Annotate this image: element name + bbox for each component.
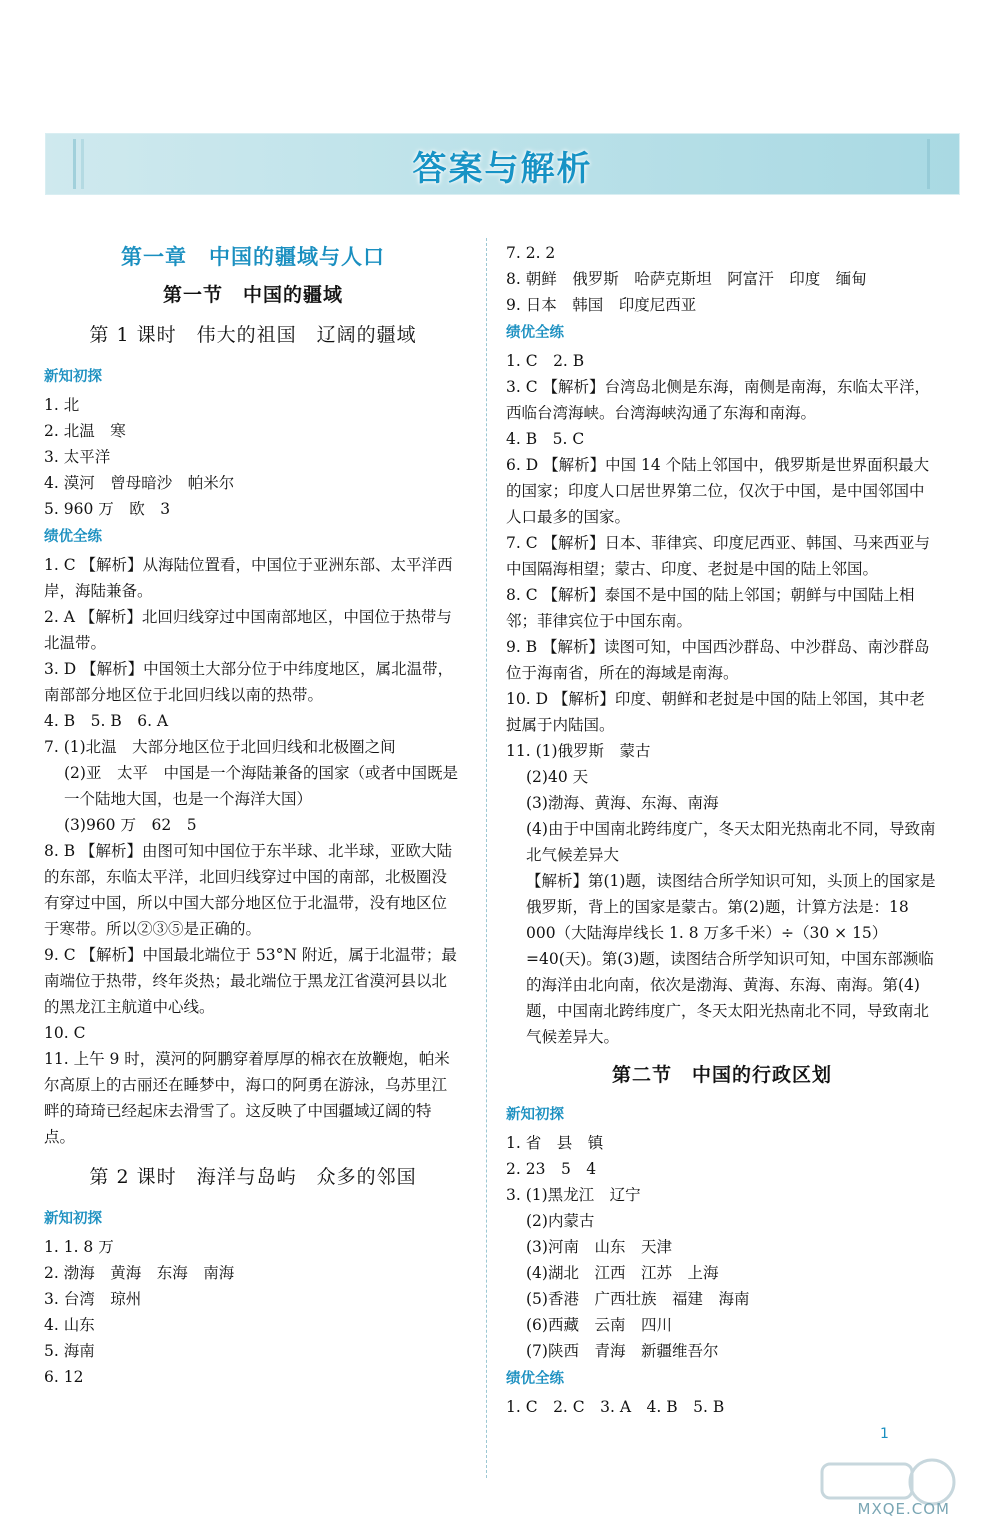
answer-item: 8. 朝鲜 俄罗斯 哈萨克斯坦 阿富汗 印度 缅甸 [506, 270, 867, 288]
chapter-title: 第一章 中国的疆域与人口 [121, 245, 385, 269]
answer-item: 3. D 【解析】中国领土大部分位于中纬度地区，属北温带，南部部分地区位于北回归线以南的热带。 [44, 660, 454, 704]
banner-title: 答案与解析 [412, 149, 593, 189]
answer-item: (2)亚 太平 中国是一个海陆兼备的国家（或者中国既是一个陆地大国，也是一个海洋大国） [64, 764, 458, 808]
answer-item: 【解析】第(1)题，读图结合所学知识可知，头顶上的国家是俄罗斯，背上的国家是蒙古。第(2)题，计算方法是：18 000（大陆海岸线长 1. 8 万多千米）÷（30 × 15）=40(天)。第(3)题，读图结合所学知识可知，中国东部濒临的海洋由北向南，依次是渤海、黄海、东海、南海。第(4)题，中国南北跨纬度广，冬天太阳光热南北不同，导致南北气候差异大。 [526, 872, 936, 1046]
lesson-title: 第 1 课时 伟大的祖国 辽阔的疆域 [89, 324, 417, 346]
answer-item: 1. C 【解析】从海陆位置看，中国位于亚洲东部、太平洋西岸，海陆兼备。 [44, 556, 453, 600]
answer-item: (4)由于中国南北跨纬度广，冬天太阳光热南北不同，导致南北气候差异大 [526, 820, 936, 864]
answer-item: 1. 北 [44, 396, 80, 414]
answer-item: 5. 海南 [44, 1342, 95, 1360]
answer-item: (3)渤海、黄海、东海、南海 [526, 794, 719, 812]
answer-item: 7. (1)北温 大部分地区位于北回归线和北极圈之间 [44, 738, 396, 756]
answer-item: (3)河南 山东 天津 [526, 1238, 672, 1256]
answer-item: (5)香港 广西壮族 福建 海南 [526, 1290, 750, 1308]
answer-item: (4)湖北 江西 江苏 上海 [526, 1264, 719, 1282]
column-divider [486, 238, 487, 1478]
answer-item: 10. D 【解析】印度、朝鲜和老挝是中国的陆上邻国，其中老挝属于内陆国。 [506, 690, 925, 734]
section-title: 第二节 中国的行政区划 [611, 1064, 832, 1086]
answer-item: 6. D 【解析】中国 14 个陆上邻国中，俄罗斯是世界面积最大的国家；印度人口居世界第二位，仅次于中国，是中国邻国中人口最多的国家。 [506, 456, 930, 526]
answer-list [506, 348, 938, 1050]
right-column [506, 240, 938, 1420]
answer-list [44, 552, 462, 1150]
answer-list [44, 1234, 462, 1390]
section-title: 第一节 中国的疆域 [162, 284, 343, 306]
answer-item: 2. 北温 寒 [44, 422, 126, 440]
answer-item: 7. C 【解析】日本、菲律宾、印度尼西亚、韩国、马来西亚与中国隔海相望；蒙古、印度、老挝是中国的陆上邻国。 [506, 534, 931, 578]
answer-item: 10. C [44, 1024, 86, 1042]
answer-item: (2)40 天 [526, 768, 589, 786]
answer-item: 11. 上午 9 时，漠河的阿鹏穿着厚厚的棉衣在放鞭炮，帕米尔高原上的古丽还在睡梦中，海口的阿勇在游泳，乌苏里江畔的琦琦已经起床去滑雪了。这反映了中国疆域辽阔的特点。 [44, 1050, 450, 1146]
answer-item: 4. 漠河 曾母暗沙 帕米尔 [44, 474, 235, 492]
answer-item: 3. C 【解析】台湾岛北侧是东海，南侧是南海，东临太平洋，西临台湾海峡。台湾海峡沟通了东海和南海。 [506, 378, 931, 422]
left-column [44, 240, 462, 1390]
answer-item: 2. 23 5 4 [506, 1160, 597, 1178]
page-number: 1 [880, 1426, 889, 1442]
answer-item: 3. 太平洋 [44, 448, 111, 466]
answer-item: 3. (1)黑龙江 辽宁 [506, 1186, 641, 1204]
answer-item: 9. C 【解析】中国最北端位于 53°N 附近，属于北温带；最南端位于热带，终年炎热；最北端位于黑龙江省漠河县以北的黑龙江主航道中心线。 [44, 946, 457, 1016]
answer-item: 11. (1)俄罗斯 蒙古 [506, 742, 651, 760]
answer-item: 4. B 5. B 6. A [44, 712, 169, 730]
heading-new-knowledge: 新知初探 [44, 369, 102, 385]
heading-new-knowledge: 新知初探 [506, 1107, 564, 1123]
lesson-title: 第 2 课时 海洋与岛屿 众多的邻国 [89, 1166, 417, 1188]
answer-item: (3)960 万 62 5 [64, 816, 197, 834]
answer-item: 4. B 5. C [506, 430, 585, 448]
title-banner [45, 133, 960, 195]
answer-item: 9. 日本 韩国 印度尼西亚 [506, 296, 697, 314]
answer-list [44, 392, 462, 522]
answer-item: 3. 台湾 琼州 [44, 1290, 142, 1308]
answer-item: 9. B 【解析】读图可知，中国西沙群岛、中沙群岛、南沙群岛位于海南省，所在的海域是南海。 [506, 638, 930, 682]
answer-list [506, 1130, 938, 1364]
answer-item: 1. C 2. B [506, 352, 585, 370]
answer-item: (6)西藏 云南 四川 [526, 1316, 672, 1334]
heading-practice: 绩优全练 [506, 1371, 564, 1387]
watermark-text: MXQE.COM [857, 1500, 950, 1518]
heading-practice: 绩优全练 [506, 325, 564, 341]
heading-practice: 绩优全练 [44, 529, 102, 545]
answer-item: (2)内蒙古 [526, 1212, 595, 1230]
answer-item: 1. 1. 8 万 [44, 1238, 114, 1256]
heading-new-knowledge: 新知初探 [44, 1211, 102, 1227]
answer-item: 8. C 【解析】泰国不是中国的陆上邻国；朝鲜与中国陆上相邻；菲律宾位于中国东南。 [506, 586, 915, 630]
answer-item: 1. 省 县 镇 [506, 1134, 604, 1152]
answer-item: 7. 2. 2 [506, 244, 556, 262]
answer-item: 8. B 【解析】由图可知中国位于东半球、北半球，亚欧大陆的东部，东临太平洋，北回归线穿过中国的南部，北极圈没有穿过中国，所以中国大部分地区位于北温带，没有地区位于寒带。所以②③⑤是正确的。 [44, 842, 453, 938]
answer-item: 2. A 【解析】北回归线穿过中国南部地区，中国位于热带与北温带。 [44, 608, 452, 652]
answer-list [506, 1394, 938, 1420]
answer-item: 4. 山东 [44, 1316, 95, 1334]
answer-item: 2. 渤海 黄海 东海 南海 [44, 1264, 235, 1282]
answer-item: (7)陕西 青海 新疆维吾尔 [526, 1342, 719, 1360]
answer-item: 6. 12 [44, 1368, 84, 1386]
answer-item: 5. 960 万 欧 3 [44, 500, 171, 518]
answer-list [506, 240, 938, 318]
answer-item: 1. C 2. C 3. A 4. B 5. B [506, 1398, 725, 1416]
